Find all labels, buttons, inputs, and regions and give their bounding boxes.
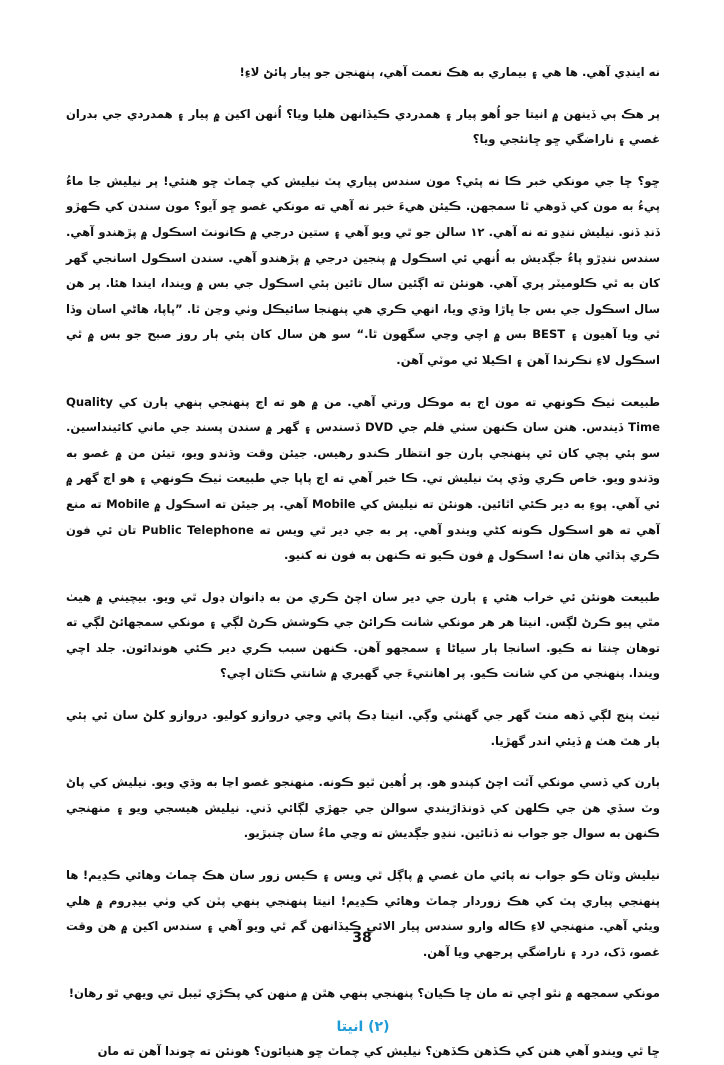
paragraph-gap — [66, 687, 660, 703]
paragraph-1: نه اينڊي آهي. ها هي ۽ بيماري به هڪ نعمت آهي، پنهنجن جو پيار پائڻ لاءِ! — [239, 65, 660, 79]
paragraph-6: ٺيٺ پنج لڳي ڏهه منٽ گهر جي گهنٽي وڳي. انيتا ڊڪ پائي وڃي دروازو کوليو. دروازو کلڻ سان ئي ٻئي ٻار هٿ هٺ ۾ ڏيئي اندر گهڙيا. — [66, 708, 660, 748]
paragraph-gap — [66, 86, 660, 102]
paragraph-gap — [66, 569, 660, 585]
paragraph-3: ڇو؟ ڇا جي مونکي خبر ڪا نه پئي؟ مون سندس پياري پٽ نيليش کي چماٽ ڇو هنئي! پر نيليش جا ماءُ پيءُ به مون کي ڏوهي ٿا سمجهن. ڪيئن هيءَ خبر نه آهي ته مونکي غصو ڇو آيو؟ مون سندن کي ڪهڙو ڏنڊ ڏنو. نيليش ننڍو ته نه آهي. ۱۲ سالن جو ٿي ويو آهي ۽ ستين درجي ۾ ڪانونٽ اسڪول ۾ پڙهندو آهي. سندس ننڍڙو پاءُ جڳديش به اُنهي ئي اسڪول ۾ پنجين درجي ۾ پڙهندو آهي. سندن اسڪول اسانجي گهر کان به ٿي ڪلوميٽر پري آهي. هونئن ته اڳئين سال تائين ٻئي اسڪول جي بس ۾ ويندا، ايندا هئا. پر هن سال اسڪول جي بس جا ڀاڙا وڌي ويا، انهي ڪري هي پنهنجا سائيڪل وٺي وڃن ٿا. ”پاپا، هاڻي اسان وڏا ٿي ويا آهيون ۽ BEST بس ۾ اچي وڃي سگهون ٿا.“ سو هن سال کان ٻئي ٻار روز صبح جو بس ۾ ٿي اسڪول لاءِ نڪرندا آهن ۽ اڪيلا ئي موٽي آهن. — [66, 173, 660, 367]
paragraph-5: طبيعت هونئن ئي خراب هئي ۽ ٻارن جي دير سان اچڻ ڪري من به ڊانوان ڊول ٿي ويو. بيچيني ۾ هيٺ مٿي پيو ڪرڻ لڳس. انيتا هر هر مونکي شانت ڪرائڻ جي ڪوشش ڪرڻ لڳي ۽ مونکي سمجهائڻ لڳي ته توهان چنتا نه ڪيو. اسانجا ٻار سياڻا ۽ سمجهو آهن. ڪنهن سبب ڪري دير ڪئي هوندائون. جلد اچي ويندا. پنهنجي من کي شانت ڪيو. پر اهانتيءَ جي گهيري ۾ شانتي ڪٿان اچي؟ — [66, 589, 660, 681]
paragraph-gap — [66, 847, 660, 863]
section-heading: (۲) انيتا — [336, 1019, 390, 1035]
page-body — [66, 60, 660, 1065]
paragraph-4: طبيعت ٺيڪ ڪونهي ته مون اڄ به موڪل ورتي آهي. من ۾ هو ته اڄ پنهنجي ٻنهي ٻارن کي Quality Time ڏيندس. هنن سان ڪنهن سٺي فلم جي DVD ڏسندس ۽ گهر ۾ سندن پسند جي ماني کائينداسين. سو ٻئي ٻچي کان ئي پنهنجي ٻارن جو انتظار ڪندو رهيس. جيئن وقت وڌندو ويو، تيئن من ۾ غصو به وڌندو ويو. خاص ڪري وڏي پٽ نيليش تي. ڪا خبر آهي ته اڄ پاپا جي طبيعت ٺيڪ ڪونهي ۽ هو اڄ گهر ۾ ئي آهي. پوءِ به دير ڪئي اٿائين. هونئن ته نيليش کي Mobile آهي. پر جيئن ته اسڪول ۾ Mobile ته منع آهي ته هو اسڪول ڪونه کڻي ويندو آهي. پر به جي دير ٿي ويس ته Public Telephone تان ئي فون ڪري ٻڌائي هان نه! اسڪول ۾ فون ڪيو ته ڪنهن به فون نه کنيو. — [66, 394, 661, 563]
paragraph-last: ڇا ٿي ويندو آهي هنن کي ڪڏهن ڪڏهن؟ نيليش کي چماٽ ڇو هنيائون؟ هونئن ته چوندا آهن ته مان — [97, 1044, 660, 1058]
paragraph-gap — [66, 374, 660, 390]
paragraph-gap — [66, 754, 660, 770]
paragraph-gap — [66, 153, 660, 169]
paragraph-7: ٻارن کي ڏسي مونکي آٿت اچڻ کپندو هو. پر اُهين ٿيو ڪونه. منهنجو غصو اڃا به وڌي ويو. نيليش کي پاڻ وٽ سڏي هن جي ڪلهن کي ڌونڌاڙيندي سوالن جي جهڙي لڳائي ڏني. نيليش هيسجي ويو ۽ منهنجي ڪنهن به سوال جو جواب نه ڏنائين. ننڍو جڳديش ته وڃي ماءُ سان چنبڙيو. — [66, 775, 660, 841]
paragraph-8: نيليش وٽان ڪو جواب نه پائي مان غصي ۾ پاڳل ٿي ويس ۽ ڪيس زور سان هڪ چماٽ وهائي ڪڍيم! ها پنهنجي پياري پٽ کي هڪ زوردار چماٽ وهائي ڪڍيم! انيتا پنهنجي ٻنهي پٽن کي وٺي بيڊروم ۾ هلي ويئي آهي. منهنجي لاءِ ڪاله وارو سندس پيار الائي ڪيڏانهن گم ٿي ويو آهي ۽ سندس اکين ۾ هن وقت غصو، ڏک، درد ۽ ناراضگي پرجهي ويا آهن. — [66, 868, 660, 959]
paragraph-gap — [66, 965, 660, 981]
paragraph-2: پر هڪ ٻي ڏينهن ۾ انيتا جو اُهو پيار ۽ همدردي ڪيڏانهن هليا ويا؟ اُنهن اکين ۾ پيار ۽ همدردي جي بدران غصي ۽ ناراضگي ڇو ڇانئجي ويا؟ — [66, 106, 660, 147]
page-number: 38 — [352, 930, 372, 946]
paragraph-9: مونکي سمجهه ۾ نٿو اچي ته مان ڇا ڪيان؟ پنهنجي ٻنهي هٿن ۾ منهن کي پڪڙي ٽيبل تي ويهي ٿو رهان! — [68, 986, 660, 1001]
